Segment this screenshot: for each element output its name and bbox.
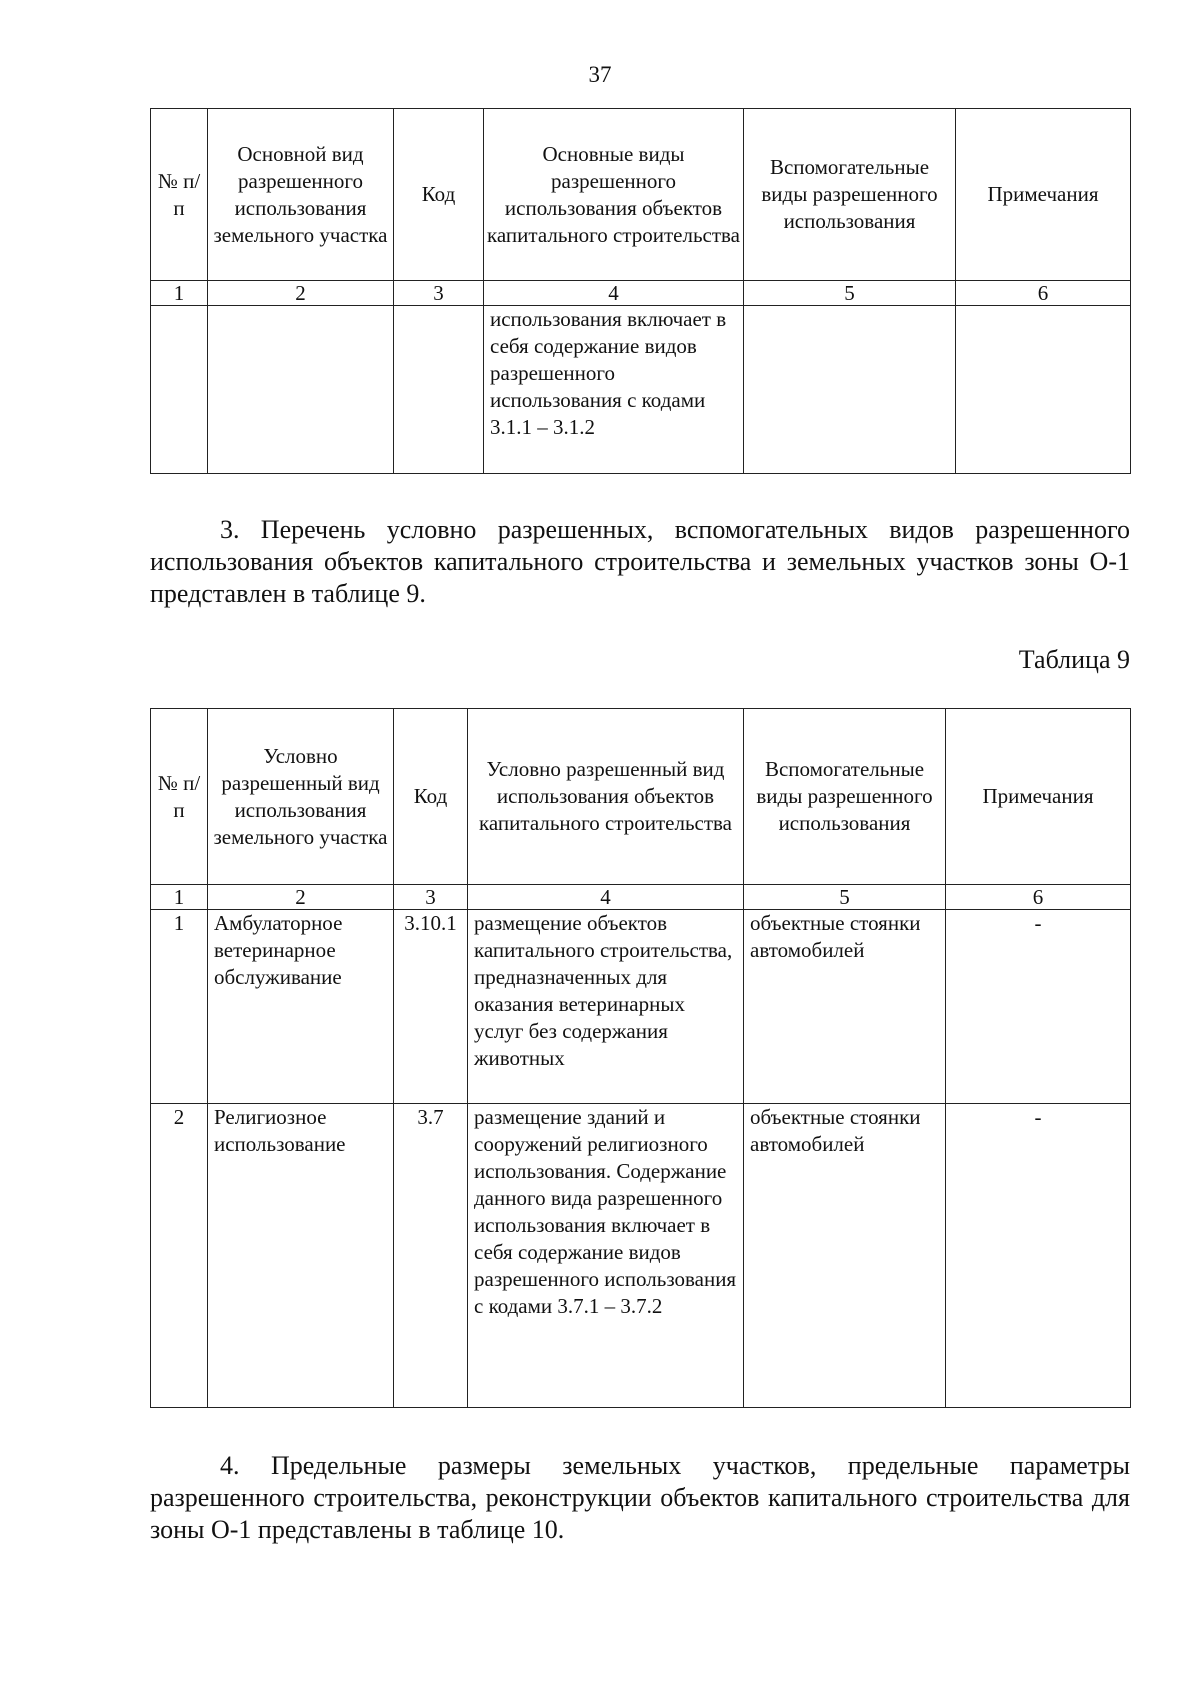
row-code: 3.10.1 bbox=[394, 910, 468, 1104]
row-auxiliary: объектные стоянки автомобилей bbox=[744, 910, 946, 1104]
header-number: № п/п bbox=[151, 709, 208, 885]
header-code: Код bbox=[394, 109, 484, 281]
row-auxiliary: объектные стоянки автомобилей bbox=[744, 1104, 946, 1408]
row-number: 2 bbox=[151, 1104, 208, 1408]
column-number: 1 bbox=[151, 885, 208, 910]
table-row bbox=[151, 910, 1131, 1104]
row-code: 3.7 bbox=[394, 1104, 468, 1408]
header-land-use: Условно разрешенный вид использования земельного участка bbox=[208, 709, 394, 885]
paragraph-3 bbox=[150, 514, 1130, 610]
column-number: 6 bbox=[956, 281, 1131, 306]
column-number: 6 bbox=[946, 885, 1131, 910]
row-notes: - bbox=[946, 1104, 1131, 1408]
row-number: 1 bbox=[151, 910, 208, 1104]
row-description: использования включает в себя содержание видов разрешенного использования с кодами 3.1.1 – 3.1.2 bbox=[484, 306, 744, 474]
table-row bbox=[151, 306, 1131, 474]
row-land-use: Религиозное использование bbox=[208, 1104, 394, 1408]
row-notes: - bbox=[946, 910, 1131, 1104]
paragraph-4-text: 4. Предельные размеры земельных участков, предельные параметры разрешенного строительства, реконструкции объектов капитального строительства для зоны О-1 представлены в таблице 10. bbox=[150, 1451, 1130, 1544]
table-8-continuation bbox=[150, 108, 1131, 474]
column-number: 5 bbox=[744, 281, 956, 306]
table-row bbox=[151, 1104, 1131, 1408]
column-number: 2 bbox=[208, 281, 394, 306]
row-description: размещение зданий и сооружений религиозного использования. Содержание данного вида разрешенного использования включает в себя содержание видов разрешенного использования с кодами 3.7.1 – 3.7.2 bbox=[468, 1104, 744, 1408]
page-number: 37 bbox=[588, 62, 612, 87]
row-description: размещение объектов капитального строительства, предназначенных для оказания ветеринарных услуг без содержания животных bbox=[468, 910, 744, 1104]
column-number: 1 bbox=[151, 281, 208, 306]
header-number: № п/п bbox=[151, 109, 208, 281]
header-land-use: Основной вид разрешенного использования земельного участка bbox=[208, 109, 394, 281]
column-number: 4 bbox=[484, 281, 744, 306]
column-number: 3 bbox=[394, 885, 468, 910]
header-code: Код bbox=[394, 709, 468, 885]
table-9 bbox=[150, 708, 1131, 1408]
header-auxiliary-use: Вспомогательные виды разрешенного использования bbox=[744, 709, 946, 885]
paragraph-4 bbox=[150, 1450, 1130, 1546]
row-land-use: Амбулаторное ветеринарное обслуживание bbox=[208, 910, 394, 1104]
column-number-row bbox=[151, 885, 1131, 910]
table-header-row bbox=[151, 709, 1131, 885]
column-number: 4 bbox=[468, 885, 744, 910]
table-header-row bbox=[151, 109, 1131, 281]
header-capital-construction-use: Основные виды разрешенного использования объектов капитального строительства bbox=[484, 109, 744, 281]
header-capital-construction-use: Условно разрешенный вид использования объектов капитального строительства bbox=[468, 709, 744, 885]
header-auxiliary-use: Вспомогательные виды разрешенного использования bbox=[744, 109, 956, 281]
column-number: 2 bbox=[208, 885, 394, 910]
header-notes: Примечания bbox=[946, 709, 1131, 885]
row-land-use bbox=[208, 306, 394, 474]
column-number: 5 bbox=[744, 885, 946, 910]
row-code bbox=[394, 306, 484, 474]
header-notes: Примечания bbox=[956, 109, 1131, 281]
column-number: 3 bbox=[394, 281, 484, 306]
column-number-row bbox=[151, 281, 1131, 306]
table-9-caption: Таблица 9 bbox=[1018, 645, 1130, 674]
paragraph-3-text: 3. Перечень условно разрешенных, вспомогательных видов разрешенного использования объектов капитального строительства и земельных участков зоны О-1 представлен в таблице 9. bbox=[150, 515, 1130, 608]
row-auxiliary bbox=[744, 306, 956, 474]
row-number bbox=[151, 306, 208, 474]
row-notes bbox=[956, 306, 1131, 474]
